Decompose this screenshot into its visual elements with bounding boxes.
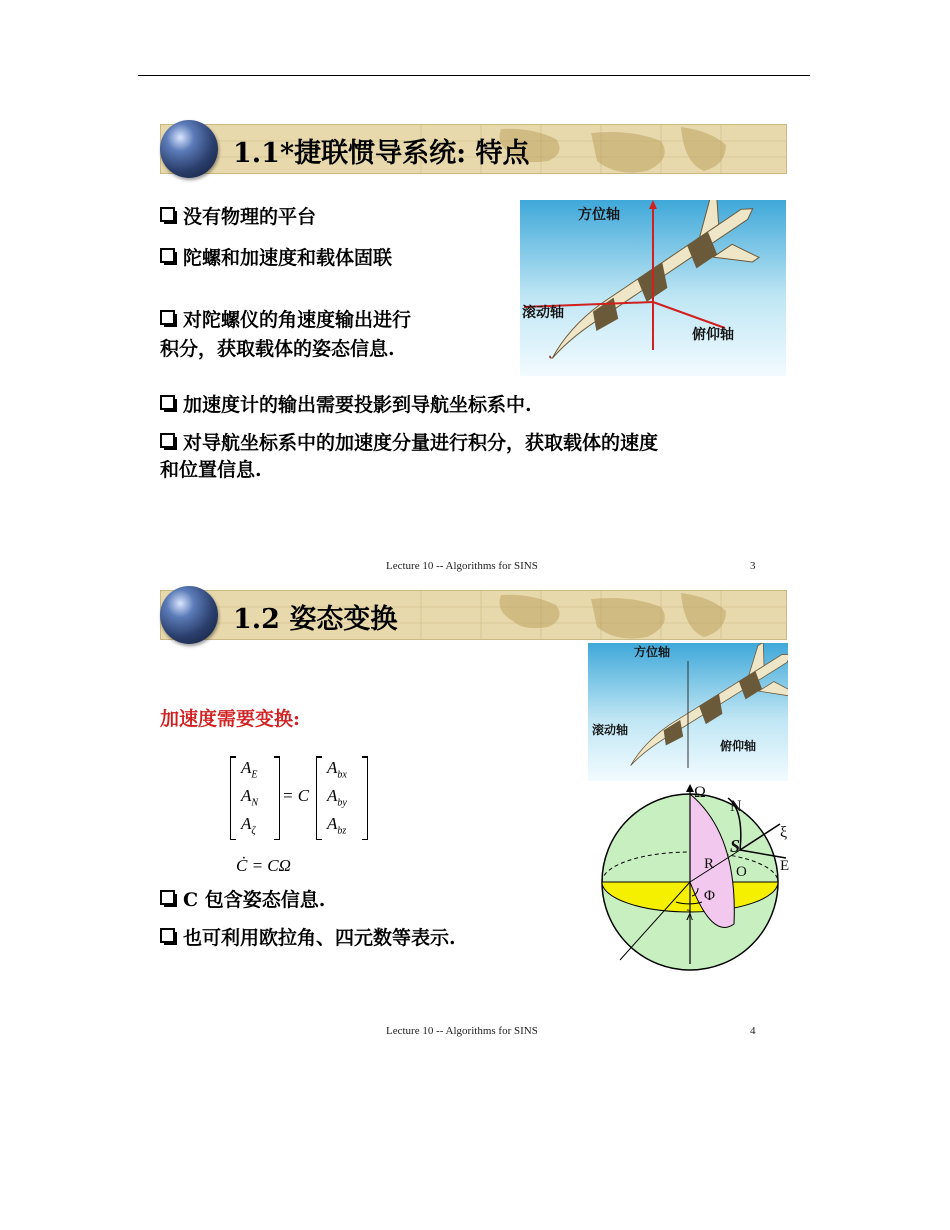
slide2-footer-text: Lecture 10 -- Algorithms for SINS	[386, 1025, 538, 1037]
checkbox-bullet-icon	[160, 890, 175, 905]
slide1-bullet: 对陀螺仪的角速度输出进行	[160, 305, 411, 335]
phi-label: Φ	[704, 888, 715, 904]
r-label: R	[704, 856, 715, 872]
slide1-bullet-continuation: 和位置信息.	[160, 459, 262, 481]
north-label: N	[730, 798, 742, 815]
slide1-bullet: 对导航坐标系中的加速度分量进行积分，获取载体的速度	[160, 428, 658, 458]
slide1-footer-text: Lecture 10 -- Algorithms for SINS	[386, 560, 538, 572]
globe-icon	[160, 586, 218, 644]
slide1-title-bar	[160, 124, 787, 174]
slide2-bullet: C 包含姿态信息.	[160, 885, 325, 915]
azimuth-axis-label: 方位轴	[578, 207, 620, 223]
matrix-equation	[230, 756, 370, 846]
pitch-axis-label: 俯仰轴	[692, 327, 734, 343]
slide2-title: 1.2 姿态变换	[233, 604, 398, 635]
globe-icon	[160, 120, 218, 178]
checkbox-bullet-icon	[160, 395, 175, 410]
roll-axis-label: 滚动轴	[522, 305, 564, 321]
xi-label: ξ	[780, 824, 788, 841]
slide1-bullet-continuation: 积分，获取载体的姿态信息.	[160, 338, 395, 360]
red-heading: 加速度需要变换:	[160, 708, 301, 730]
azimuth-axis-label: 方位轴	[634, 645, 671, 659]
checkbox-bullet-icon	[160, 207, 175, 222]
slide1-bullet: 没有物理的平台	[160, 202, 316, 232]
omega-label: Ω	[694, 784, 706, 801]
equals-c: = C	[282, 786, 310, 805]
earth-sphere-diagram	[590, 784, 800, 976]
slide2-bullet: 也可利用欧拉角、四元数等表示.	[160, 923, 456, 953]
checkbox-bullet-icon	[160, 310, 175, 325]
checkbox-bullet-icon	[160, 433, 175, 448]
slide1-page-number: 3	[750, 560, 756, 572]
derivative-equation: Ċ = CΩ	[236, 856, 291, 875]
lambda-label: λ	[686, 908, 694, 924]
checkbox-bullet-icon	[160, 928, 175, 943]
slide1-bullet: 加速度计的输出需要投影到导航坐标系中.	[160, 390, 532, 420]
slide1-title: 1.1*捷联惯导系统: 特点	[233, 138, 530, 169]
pitch-axis-label: 俯仰轴	[720, 739, 757, 753]
slide2-title-bar	[160, 590, 787, 640]
missile-axes-image	[588, 643, 788, 781]
top-rule	[138, 75, 810, 76]
roll-axis-label: 滚动轴	[592, 723, 629, 737]
east-label: E	[780, 858, 790, 874]
rhs-vector: $A_{bx}$ $A_{by}$ $A_{bz}$	[316, 756, 368, 840]
slide1-bullet: 陀螺和加速度和载体固联	[160, 243, 392, 273]
checkbox-bullet-icon	[160, 248, 175, 263]
missile-axes-image	[520, 200, 786, 376]
lhs-vector: $A_E$ $A_N$ $A_\zeta$	[230, 756, 280, 840]
o-label: O	[736, 864, 747, 880]
slide2-page-number: 4	[750, 1025, 756, 1037]
s-label: S	[730, 836, 741, 856]
